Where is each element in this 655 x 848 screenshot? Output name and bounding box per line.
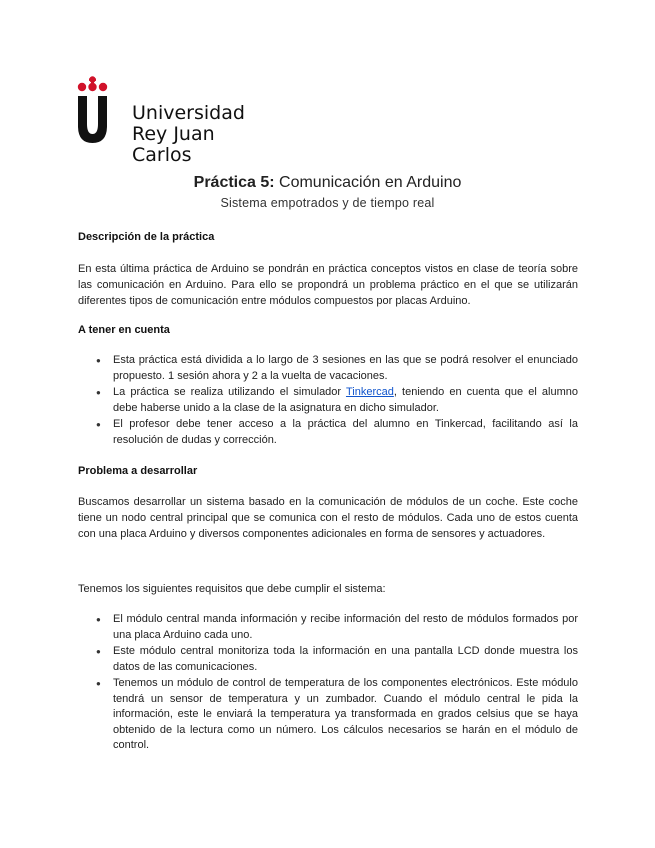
heading-tener-en-cuenta: A tener en cuenta bbox=[78, 324, 170, 336]
paragraph-problema-2: Tenemos los siguientes requisitos que debe cumplir el sistema: bbox=[78, 583, 386, 595]
list-tener-en-cuenta bbox=[78, 353, 578, 449]
title-bold: Práctica 5: bbox=[193, 174, 275, 191]
urjc-logo-icon bbox=[76, 76, 128, 146]
list-item: ● Esta práctica está dividida a lo largo de 3 sesiones en las que se podrá resolver el enunciado propuesto. 1 sesión ahora y 2 a la vuelta de vacaciones. bbox=[78, 353, 578, 384]
page-subtitle: Sistema empotrados y de tiempo real bbox=[220, 196, 435, 210]
university-name-line2: Rey Juan Carlos bbox=[132, 123, 215, 166]
paragraph-problema-1: Buscamos desarrollar un sistema basado en la comunicación de módulos de un coche. Este coche tiene un nodo central principal que se comunica con el resto de módulos. Cada uno de estos cuenta con una placa Arduino y diversos componentes adicionales en forma de sensores y actuadores. bbox=[78, 496, 578, 540]
list-item: ● Este módulo central monitoriza toda la información en una pantalla LCD donde muestra los datos de las comunicaciones. bbox=[78, 644, 578, 675]
list-item: ● Tenemos un módulo de control de temperatura de los componentes electrónicos. Este módulo tendrá un sensor de temperatura y un zumbador. Cuando el módulo central le pida la información, este le enviará la temperatura ya transformada en grados celsius que se haya obtenido de la lectura como un número. Los cálculos necesarios se harán en el módulo de control. bbox=[78, 676, 578, 754]
university-name-line1: Universidad bbox=[132, 102, 245, 124]
list-item bbox=[78, 385, 578, 416]
page-title bbox=[0, 173, 655, 193]
heading-descripcion: Descripción de la práctica bbox=[78, 231, 215, 243]
item2-pre: La práctica se realiza utilizando el simulador bbox=[113, 386, 346, 398]
paragraph-descripcion: En esta última práctica de Arduino se pondrán en práctica conceptos vistos en clase de teoría sobre las comunicación en Arduino. Para ello se propondrá un problema práctico en el que se utilizarán diferentes tipos de comunicación entre módulos compuestos por placas Arduino. bbox=[78, 263, 578, 307]
university-name bbox=[132, 103, 276, 166]
list-item: ● El módulo central manda información y recibe información del resto de módulos formados por una placa Arduino cada uno. bbox=[78, 612, 578, 643]
title-rest: Comunicación en Arduino bbox=[274, 174, 462, 191]
item2-post: , teniendo en cuenta que el alumno debe haberse unido a la clase de la asignatura en dicho simulador. bbox=[113, 386, 578, 414]
list-requisitos bbox=[78, 612, 578, 755]
heading-problema: Problema a desarrollar bbox=[78, 465, 198, 477]
list-item: ● El profesor debe tener acceso a la práctica del alumno en Tinkercad, facilitando así la resolución de dudas y corrección. bbox=[78, 417, 578, 448]
university-logo bbox=[76, 76, 276, 166]
tinkercad-link[interactable]: Tinkercad bbox=[345, 386, 394, 398]
